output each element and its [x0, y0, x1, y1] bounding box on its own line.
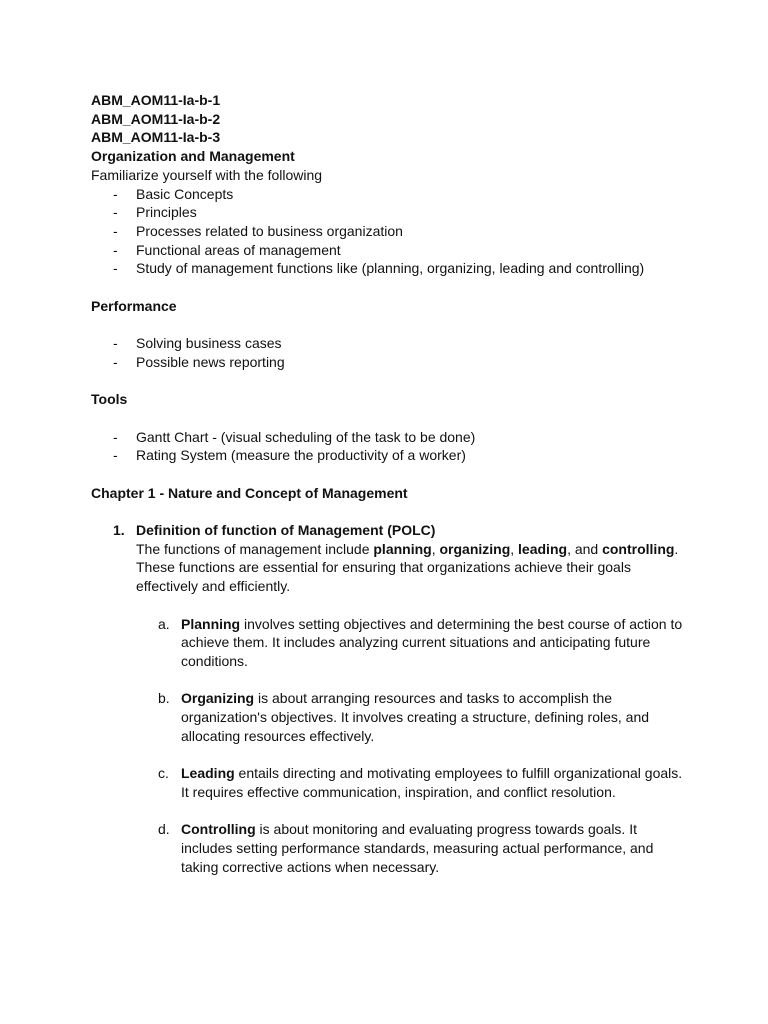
- list-item: - Functional areas of management: [113, 241, 341, 258]
- term-organizing: Organizing: [181, 690, 255, 707]
- sub-item-letter: a.: [158, 615, 170, 632]
- chapter-title: Chapter 1 - Nature and Concept of Management: [91, 484, 408, 501]
- list-item: - Principles: [113, 204, 197, 221]
- list-item: - Solving business cases: [113, 335, 282, 352]
- item-paragraph-line: These functions are essential for ensuring that organizations achieve their goals: [136, 559, 631, 576]
- list-item: - Possible news reporting: [113, 353, 285, 370]
- sub-item-letter: c.: [158, 765, 169, 782]
- spacer: [91, 596, 688, 615]
- spacer: [91, 409, 688, 428]
- spacer: [91, 745, 688, 764]
- performance-list: [91, 334, 688, 371]
- list-item: - Processes related to business organization: [113, 222, 403, 239]
- sub-item-leading: c. Leading entails directing and motivating employees to fulfill organizational goals. It requires effective communication, inspiration, and conflict resolution.: [158, 765, 683, 800]
- term-leading: Leading: [181, 765, 235, 782]
- sub-item-letter: b.: [158, 690, 170, 707]
- list-item: - Basic Concepts: [113, 185, 234, 202]
- sub-item-controlling: d. Controlling is about monitoring and evaluating progress towards goals. It includes setting performance standards, measuring actual performance, and taking corrective actions when necessary.: [158, 821, 654, 875]
- term-planning: Planning: [181, 615, 241, 632]
- numbered-item-1: [91, 521, 688, 596]
- section-intro-org: Familiarize yourself with the following: [91, 166, 323, 183]
- spacer: [91, 671, 688, 690]
- list-item: - Gantt Chart - (visual scheduling of the task to be done): [113, 428, 476, 445]
- section-title-tools: Tools: [91, 391, 128, 408]
- org-list: [91, 185, 688, 279]
- item-heading: Definition of function of Management (POLC): [136, 522, 436, 539]
- spacer: [91, 802, 688, 821]
- item-paragraph-line: effectively and efficiently.: [136, 578, 291, 595]
- spacer: [91, 278, 688, 297]
- item-paragraph-line: The functions of management include planning, organizing, leading, and controlling.: [136, 540, 679, 557]
- spacer: [91, 502, 688, 521]
- code-3: ABM_AOM11-Ia-b-3: [91, 129, 221, 146]
- spacer: [91, 465, 688, 484]
- term-controlling: Controlling: [181, 821, 256, 838]
- code-2: ABM_AOM11-Ia-b-2: [91, 110, 221, 127]
- spacer: [91, 372, 688, 391]
- section-title-performance: Performance: [91, 297, 177, 314]
- sub-item-planning: a. Planning involves setting objectives and determining the best course of action to achieve them. It includes analyzing current situations and anticipating future conditions.: [158, 615, 683, 669]
- sub-item-letter: d.: [158, 821, 170, 838]
- code-1: ABM_AOM11-Ia-b-1: [91, 92, 221, 108]
- section-title-org: Organization and Management: [91, 148, 295, 165]
- sub-list: [91, 615, 688, 877]
- tools-list: [91, 428, 688, 465]
- item-number: 1.: [113, 522, 125, 539]
- list-item: - Study of management functions like (planning, organizing, leading and controlling): [113, 260, 645, 277]
- list-item: - Rating System (measure the productivity of a worker): [113, 447, 466, 464]
- sub-item-organizing: b. Organizing is about arranging resources and tasks to accomplish the organization's objectives. It involves creating a structure, defining roles, and allocating resources effectively.: [158, 690, 650, 744]
- spacer: [91, 315, 688, 334]
